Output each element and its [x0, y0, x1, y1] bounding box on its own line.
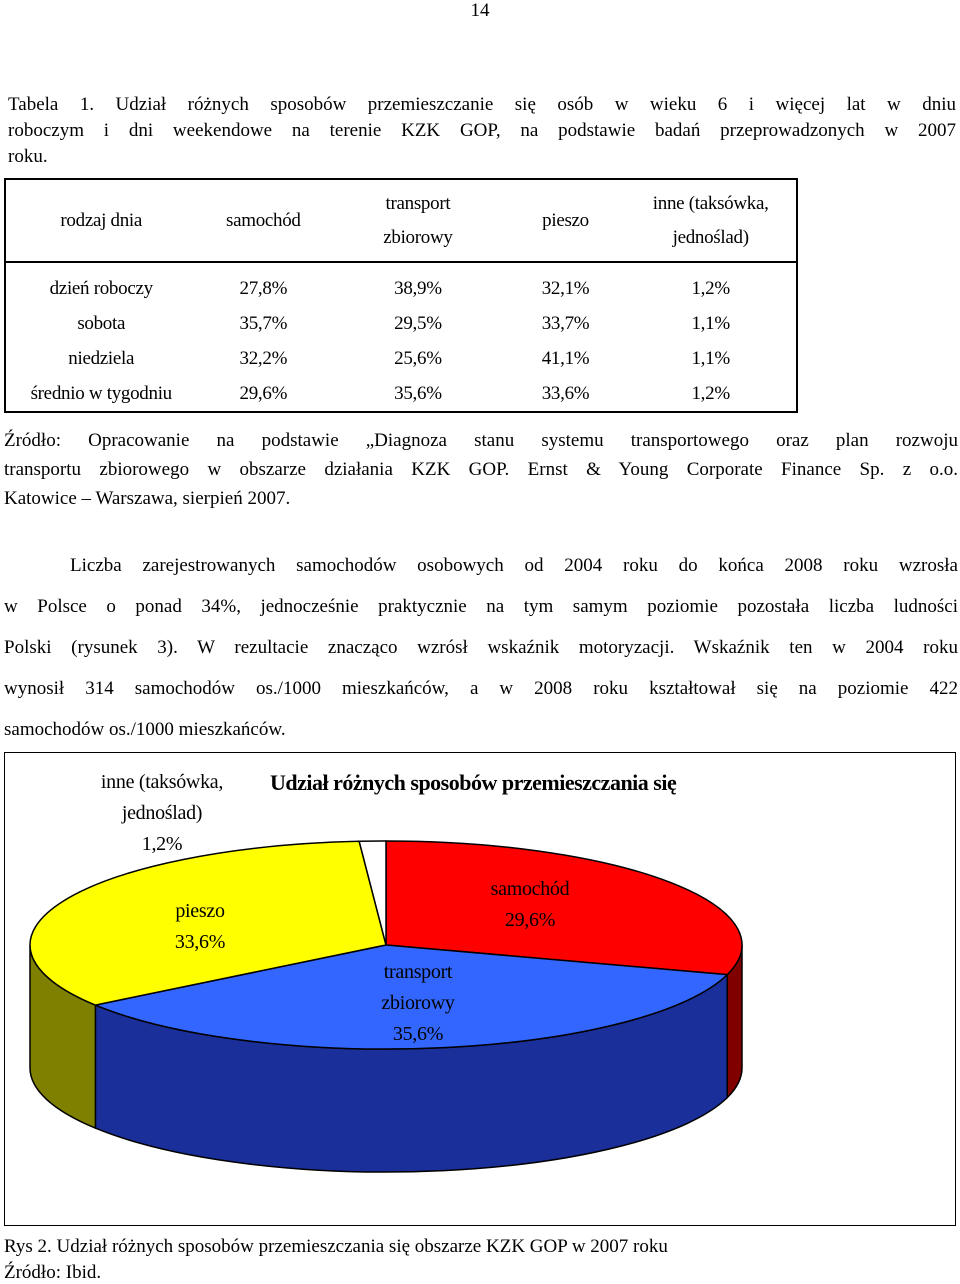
- figure-caption: Rys 2. Udział różnych sposobów przemieszczania się obszarze KZK GOP w 2007 roku: [4, 1236, 668, 1257]
- table-caption-line: Tabela 1. Udział różnych sposobów przemieszczanie się osób w wieku 6 i więcej lat w dniu: [8, 94, 956, 115]
- figure-source: Źródło: Ibid.: [4, 1262, 102, 1283]
- slice-label-inne: inne (taksówka, jednoślad) 1,2%: [100, 771, 224, 855]
- paragraph-line: Polski (rysunek 3). W rezultacie znacząco wzrósł wskaźnik motoryzacji. Wskaźnik ten w 2004 roku: [4, 637, 958, 658]
- slice-label-transport: transport zbiorowy 35,6%: [381, 961, 455, 1045]
- table-cell: 27,8%: [239, 277, 288, 299]
- table-header-cell: transport zbiorowy: [330, 179, 506, 262]
- chart-title: Udział różnych sposobów przemieszczania się: [270, 770, 677, 795]
- table-cell: 25,6%: [394, 347, 442, 369]
- table-header-cell: pieszo: [506, 179, 626, 262]
- source-line: Źródło: Opracowanie na podstawie „Diagnoza stanu systemu transportowego oraz plan rozwoju: [4, 430, 958, 451]
- table-header-cell: samochód: [196, 179, 330, 262]
- table-cell: 1,2%: [691, 277, 730, 299]
- table-cell: 29,5%: [394, 312, 442, 334]
- table-cell: 1,1%: [691, 312, 730, 334]
- paragraph-line: w Polsce o ponad 34%, jednocześnie praktycznie na tym samym poziomie pozostała liczba ludności: [4, 596, 958, 617]
- page-number: 14: [470, 0, 490, 21]
- table-cell: 33,7%: [541, 312, 590, 334]
- source-line: Katowice – Warszawa, sierpień 2007.: [4, 488, 291, 509]
- table-cell: średnio w tygodniu: [30, 382, 172, 404]
- table-cell: 32,1%: [541, 277, 590, 299]
- slice-label-samochod: samochód 29,6%: [490, 878, 570, 931]
- table-cell: 35,6%: [394, 382, 442, 404]
- table-cell: sobota: [77, 312, 126, 334]
- table-cell: 32,2%: [239, 347, 288, 369]
- paragraph-line: wynosił 314 samochodów os./1000 mieszkańców, a w 2008 roku kształtował się na poziomie 422: [4, 678, 958, 699]
- paragraph-line: Liczba zarejestrowanych samochodów osobowych od 2004 roku do końca 2008 roku wzrosła: [70, 555, 958, 576]
- table-cell: 35,7%: [239, 312, 288, 334]
- table-cell: niedziela: [68, 347, 135, 369]
- table-header-cell: inne (taksówka, jednoślad): [625, 179, 797, 262]
- table-cell: 1,2%: [691, 382, 730, 404]
- paragraph-line: samochodów os./1000 mieszkańców.: [4, 719, 286, 740]
- table-cell: dzień roboczy: [49, 277, 153, 299]
- table-caption-line: roboczym i dni weekendowe na terenie KZK GOP, na podstawie badań przeprowadzonych w 2007: [8, 120, 956, 141]
- table-cell: 41,1%: [541, 347, 590, 369]
- table-cell: 33,6%: [541, 382, 590, 404]
- slice-label-pieszo: pieszo 33,6%: [174, 900, 226, 953]
- table-cell: 38,9%: [394, 277, 442, 299]
- table-cell: 29,6%: [239, 382, 288, 404]
- table-caption-line: roku.: [8, 146, 48, 167]
- source-line: transportu zbiorowego w obszarze działania KZK GOP. Ernst & Young Corporate Finance Sp. z o.o.: [4, 459, 958, 480]
- table-header-cell: rodzaj dnia: [5, 179, 196, 262]
- table-cell: 1,1%: [691, 347, 730, 369]
